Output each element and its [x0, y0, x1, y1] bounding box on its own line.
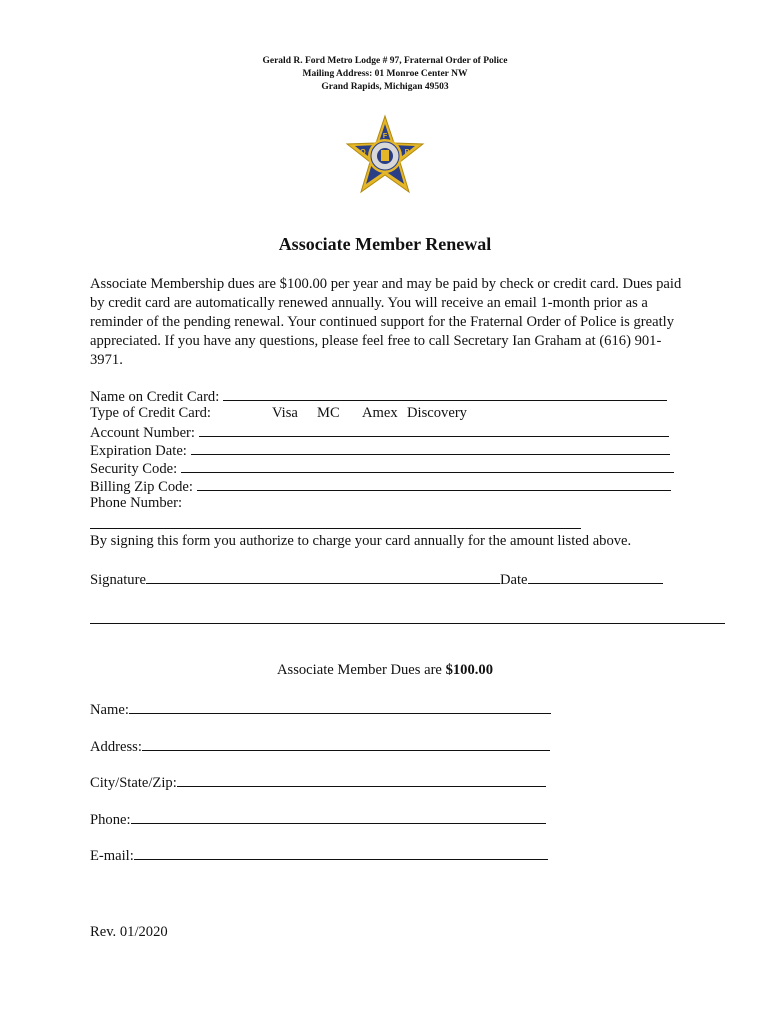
name-on-card-field[interactable] [223, 387, 667, 401]
member-name-label: Name: [90, 702, 129, 718]
member-address-field[interactable] [142, 737, 550, 751]
city-state-zip-address: Grand Rapids, Michigan 49503 [321, 82, 449, 92]
section-divider [90, 623, 725, 624]
card-option-amex[interactable]: Amex [362, 405, 398, 421]
signature-row [90, 570, 663, 589]
name-on-card-label: Name on Credit Card: [90, 389, 220, 405]
member-phone-row [90, 810, 546, 829]
svg-text:O: O [360, 149, 366, 156]
member-email-field[interactable] [134, 846, 548, 860]
intro-paragraph: Associate Membership dues are $100.00 per year and may be paid by check or credit card. Dues paid by credit card are automatically renewed annually. You will receive an email 1-month prior as a reminder of the pending renewal. Your continued support for the Fraternal Order of Police is greatly appreciated. If you have any questions, please feel free to call Secretary Ian Graham at (616) 901-3971. [90, 276, 682, 368]
member-phone-label: Phone: [90, 812, 131, 828]
account-number-label: Account Number: [90, 425, 195, 441]
name-on-card-row [90, 387, 667, 406]
member-name-row [90, 700, 551, 719]
account-number-row [90, 423, 669, 442]
phone-number-label: Phone Number: [90, 495, 183, 511]
member-email-label: E-mail: [90, 848, 134, 864]
member-city-label: City/State/Zip: [90, 775, 177, 791]
svg-text:F: F [382, 133, 388, 140]
authorization-text: By signing this form you authorize to charge your card annually for the amount listed above. [90, 533, 632, 549]
fop-star-seal-icon [343, 114, 427, 196]
billing-zip-label: Billing Zip Code: [90, 479, 193, 495]
security-code-row [90, 459, 674, 478]
account-number-field[interactable] [199, 423, 669, 437]
phone-number-field[interactable] [90, 528, 581, 529]
billing-zip-row [90, 477, 671, 496]
revision-label: Rev. 01/2020 [90, 924, 168, 940]
billing-zip-field[interactable] [197, 477, 671, 491]
form-title: Associate Member Renewal [278, 234, 492, 254]
member-city-field[interactable] [177, 773, 546, 787]
member-city-row [90, 773, 546, 792]
member-phone-field[interactable] [131, 810, 546, 824]
member-email-row [90, 846, 548, 865]
expiration-field[interactable] [191, 441, 670, 455]
signature-field[interactable] [146, 570, 500, 584]
svg-text:P: P [404, 149, 410, 156]
card-type-label: Type of Credit Card: [90, 405, 211, 421]
card-option-visa[interactable]: Visa [272, 405, 298, 421]
date-field[interactable] [528, 570, 663, 584]
member-address-row [90, 737, 550, 756]
expiration-row [90, 441, 670, 460]
signature-label: Signature [90, 572, 146, 588]
lodge-name: Gerald R. Ford Metro Lodge # 97, Fraternal Order of Police [262, 56, 508, 66]
dues-text: Associate Member Dues are [276, 662, 446, 678]
date-label: Date [499, 572, 528, 588]
card-option-discovery[interactable]: Discovery [407, 405, 467, 421]
dues-statement [0, 662, 770, 679]
security-code-field[interactable] [181, 459, 674, 473]
mailing-address: Mailing Address: 01 Monroe Center NW [302, 69, 468, 79]
member-name-field[interactable] [129, 700, 551, 714]
security-code-label: Security Code: [90, 461, 178, 477]
member-address-label: Address: [90, 739, 142, 755]
card-option-mc[interactable]: MC [317, 405, 340, 421]
dues-amount: $100.00 [445, 662, 493, 678]
expiration-label: Expiration Date: [90, 443, 187, 459]
